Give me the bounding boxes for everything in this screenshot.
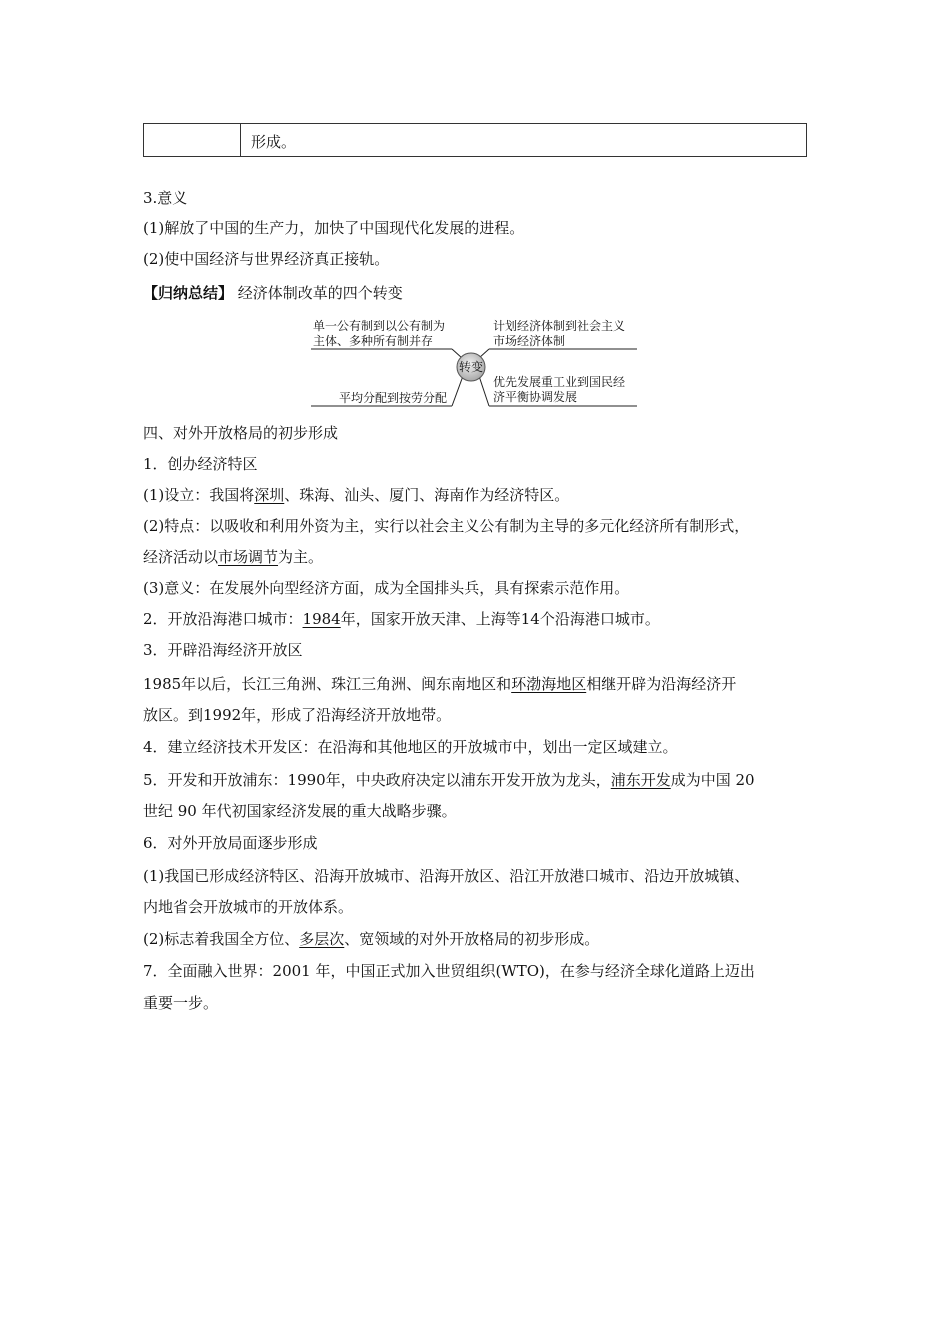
top-right-label-2: 市场经济体制 bbox=[493, 334, 566, 348]
sub5-line2: 世纪 90 年代初国家经济发展的重大战略步骤。 bbox=[143, 802, 457, 820]
table-fragment bbox=[143, 123, 807, 157]
sub7-line2: 重要一步。 bbox=[143, 994, 219, 1012]
sub6-heading: 6．对外开放局面逐步形成 bbox=[143, 834, 318, 852]
underlined-term: 多层次 bbox=[299, 930, 345, 948]
section3-point2: (2)使中国经济与世界经济真正接轨。 bbox=[143, 250, 390, 268]
sub2 bbox=[143, 609, 660, 629]
table-cell-right: 形成。 bbox=[251, 133, 297, 151]
sub7-line1: 7．全面融入世界：2001 年，中国正式加入世贸组织(WTO)，在参与经济全球化道路上迈出 bbox=[143, 962, 755, 980]
transformation-diagram bbox=[305, 314, 645, 410]
underlined-term: 环渤海地区 bbox=[511, 675, 587, 693]
text: 年，国家开放天津、上海等14个沿海港口城市。 bbox=[340, 610, 660, 628]
branch-bottom-left-link bbox=[452, 376, 463, 406]
summary-title: 经济体制改革的四个转变 bbox=[237, 284, 403, 302]
sub3-line2: 放区。到1992年，形成了沿海经济开放地带。 bbox=[143, 706, 452, 724]
sub1-heading: 1．创办经济特区 bbox=[143, 455, 258, 473]
branch-top-left-link bbox=[452, 349, 462, 358]
text: (2)标志着我国全方位、 bbox=[143, 930, 300, 948]
text: 、珠海、汕头、厦门、海南作为经济特区。 bbox=[284, 486, 570, 504]
text: (1)设立：我国将 bbox=[143, 486, 255, 504]
bottom-left-label: 平均分配到按劳分配 bbox=[339, 391, 448, 405]
table-cell-left bbox=[144, 124, 241, 156]
sub1-point2-line2 bbox=[143, 547, 323, 567]
text: 5．开发和开放浦东：1990年，中央政府决定以浦东开发开放为龙头， bbox=[143, 771, 611, 789]
bottom-right-label-1: 优先发展重工业到国民经 bbox=[493, 375, 626, 389]
branch-bottom-right-link bbox=[479, 376, 489, 406]
sub4: 4．建立经济技术开发区：在沿海和其他地区的开放城市中，划出一定区域建立。 bbox=[143, 738, 678, 756]
sub3-heading: 3．开辟沿海经济开放区 bbox=[143, 641, 303, 659]
bottom-right-label-2: 济平衡协调发展 bbox=[493, 390, 578, 404]
section4-heading: 四、对外开放格局的初步形成 bbox=[143, 424, 339, 442]
sub1-point2-line1: (2)特点：以吸收和利用外资为主，实行以社会主义公有制为主导的多元化经济所有制形式， bbox=[143, 517, 750, 535]
sub3-line1 bbox=[143, 674, 736, 694]
section3-point1: (1)解放了中国的生产力，加快了中国现代化发展的进程。 bbox=[143, 219, 525, 237]
top-left-label-2: 主体、多种所有制并存 bbox=[313, 334, 434, 348]
text: 2．开放沿海港口城市： bbox=[143, 610, 303, 628]
sub6-point1-line2: 内地省会开放城市的开放体系。 bbox=[143, 898, 354, 916]
text: 1985年以后，长江三角洲、珠江三角洲、闽东南地区和 bbox=[143, 675, 512, 693]
sub6-point1-line1: (1)我国已形成经济特区、沿海开放城市、沿海开放区、沿江开放港口城市、沿边开放城镇、 bbox=[143, 867, 750, 885]
underlined-term: 深圳 bbox=[254, 486, 285, 504]
top-left-label-1: 单一公有制到以公有制为 bbox=[313, 319, 446, 333]
underlined-term: 1984 bbox=[302, 610, 341, 628]
summary-heading bbox=[143, 283, 403, 303]
section3-heading: 3.意义 bbox=[143, 189, 188, 207]
text: 相继开辟为沿海经济开 bbox=[586, 675, 737, 693]
summary-label: 【归纳总结】 bbox=[143, 284, 234, 302]
center-label: 转变 bbox=[458, 360, 484, 374]
sub5-line1 bbox=[143, 770, 755, 790]
top-right-label-1: 计划经济体制到社会主义 bbox=[493, 319, 626, 333]
text: 为主。 bbox=[278, 548, 324, 566]
sub6-point2 bbox=[143, 929, 599, 949]
text: 成为中国 20 bbox=[670, 771, 755, 789]
text: 、宽领域的对外开放格局的初步形成。 bbox=[344, 930, 600, 948]
sub1-point1 bbox=[143, 485, 569, 505]
underlined-term: 浦东开发 bbox=[610, 771, 671, 789]
text: 经济活动以 bbox=[143, 548, 219, 566]
underlined-term: 市场调节 bbox=[218, 548, 279, 566]
sub1-point3: (3)意义：在发展外向型经济方面，成为全国排头兵，具有探索示范作用。 bbox=[143, 579, 630, 597]
